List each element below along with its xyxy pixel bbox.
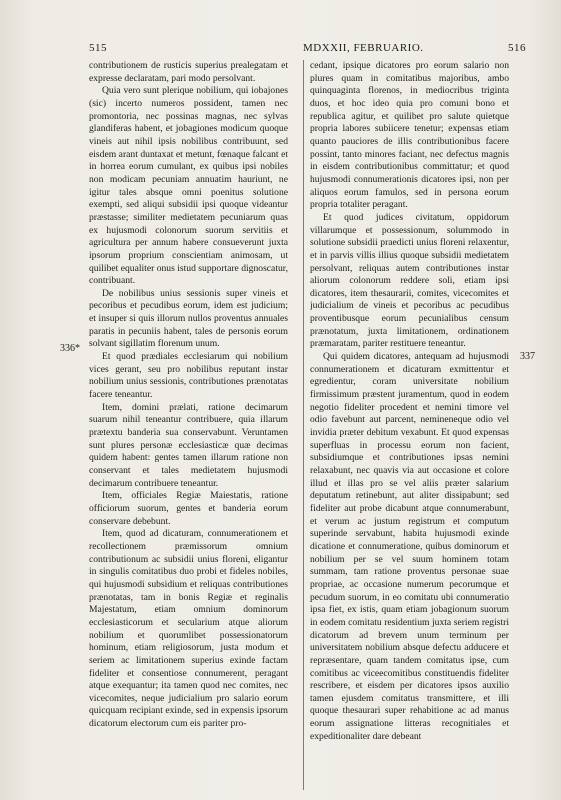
paragraph: Item, quod ad dicaturam, connumerationem et recollectionem præmissorum omnium contributionum ac subsidii unius floreni, eligantur in singulis comitatibus duo probi et fideles nobiles, qui hujusmodi subsidium et reliquas contributiones prænotatas, tam in bonis Regiæ et reginalis Majestatum, etiam omnium dominorum ecclesiasticorum et secularium atque aliorum nobilium et quorumlibet possessionatorum hominum, etiam religiosorum, justa modum et seriem ac limitationem superius exinde factam fideliter et consentiose connumerent, peragant atque exequantur; ita tamen quod nec comites, nec vicecomites, neque judicialium pro salario eorum quicquam recipiant exinde, sed in expensis ipsorum dicatorum electorum cum eis pariter pro- [89,528,288,730]
paragraph: Qui quidem dicatores, antequam ad hujusmodi connumerationem et dicaturam exmittentur et egredientur, coram universitate nobilium firmissimum præstent juramentum, quod in eodem negotio fideliter procedent et nemini timore vel odio favebunt aut parcent, nemineneque odio vel invidia præter debitum vexabunt. Et quod expensas superfluas in processu eorum non facient, subsidiumque et contributiones ipsas nemini relaxabunt, nec quavis via aut occasione et colore illud et illas pro se vel aliis præter salarium deputatum retinebunt, aut aliter dissipabunt; sed fideliter aut probe dicabunt atque connumerabunt, et verum ac justum registrum et computum superinde servabunt, habita hujusmodi exinde dicatione et connumeratione, quibus dominorum et nobilium per se vel suum hominem totam summam, tam ratione proventus personae suae propriae, ac occasione numerum pecorumque et pecudum suorum, in eo comitatu ubi connumeratio ipsa fiet, ex istis, quam etiam jobagionum suorum in eodem comitatu residentium juxta seriem registri dicatorum ad brevem unum terminum per universitatem nobilium absque defectu adducere et repræsentare, quam tandem comitatus ipse, cum comitibus ac viceecomitibus constituendis fideliter rescribere, et eisdem per dicatores ipsos auxilio tamen ejusdem comitatus transmittere, et illi quoque thesaurari super rehabitione ac ad manus eorum assignatione litteras recognitiales et expeditionaliter dare debeant [310,351,509,742]
right-column [310,60,509,792]
paragraph: Item, domini prælati, ratione decimarum suarum nihil teneantur contribuere, quia illarum prætextu banderia sua conservabunt. Veruntamen sunt plures personæ ecclesiasticæ quæ decimas quidem habent: gentes tamen illarum ratione non conservant et tales medietatem hujusmodi decimarum contribuere teneantur. [89,401,288,489]
page-number-left: 515 [89,42,107,54]
margin-number-right: 337 [520,351,535,362]
page-number-right: 516 [508,42,526,54]
column-divider [303,60,304,790]
paragraph: Et quod prædiales ecclesiarum qui nobilium vices gerant, seu pro nobilibus reputant instar nobilium unius sessionis, contributiones prænotatas facere teneantur. [89,351,288,401]
paragraph: Quia vero sunt plerique nobilium, qui iobajones (sic) incerto numeros possident, tamen nec promontoria, nec possinas magnas, nec sylvas glandiferas habent, et jobagiones modicum quoque vineis aut nihil ipsis nobilibus contribuunt, sed eisdem arant duntaxat et metunt, fœnaque falcant et in horrea eorum cumulant, ex quibus ipsi nobiles non modicam pecuniam annuatim hauriunt, ne igitur tales absque omni poenitus solutione exempti, sed aliqui subsidii ipsi quoque videantur præstasse; similiter medietatem pecuniarum quas ex hujusmodi colonorum suorum servitiis et agricultura per annum habere consueverunt juxta ipsorum proprium conscientiam animosam, ut quilibet equaliter onus istud supportare dignoscatur, contribuant. [89,85,288,287]
paragraph: Et quod judices civitatum, oppidorum villarumque et possessionum, solummodo in solutione subsidii praedicti unius floreni relaxentur, et in parvis villis illius quoque subsidii medietatem persolvant, reliquas autem contributiones instar aliorum colonorum reddere soli, etiam ipsi dicatores, item thesaurarii, comites, vicecomites et judicialium de vineis et pecoribus ac pecudibus proventibusque eorum pecunialibus censum prænotatum, juxta limitationem, ordinationem præmaratam, pariter restituere teneantur. [310,211,509,350]
margin-number-left: 336* [60,343,80,354]
running-header: MDXXII, FEBRUARIO. [303,42,424,54]
paragraph: contributionem de rusticis superius prealegatam et expresse declaratam, pari modo persolvant. [89,60,288,84]
paragraph: cedant, ipsique dicatores pro eorum salario non plures quam in comitatibus majoribus, ambo quinquaginta florenos, in mediocribus triginta duos, et hoc ideo quia pro comuni bono et republica agitur, et quilibet pro salute quietque propria labores subiicere tenetur; expensas etiam quanto pauciores de illis contributionibus facere possint, tanto minores faciant, nec defectus magnis in eisdem contributionibus committatur; et quod hujusmodi connumerationis dicatores ipsi, non per aliquos eorum famulos, sed in persona eorum propria totaliter peragant. [310,60,509,211]
left-column [89,60,288,792]
paragraph: Item, officiales Regiæ Maiestatis, ratione officiorum suorum, gentes et banderia eorum conservare debebunt. [89,490,288,527]
paragraph: De nobilibus unius sessionis super vineis et pecoribus et pecudibus eorum, idem est judicium; et insuper si quis illorum nullos proventus annuales paratis in pecuniis habent, tales de personis eorum solvant sigillatim florenum unum. [89,287,288,350]
